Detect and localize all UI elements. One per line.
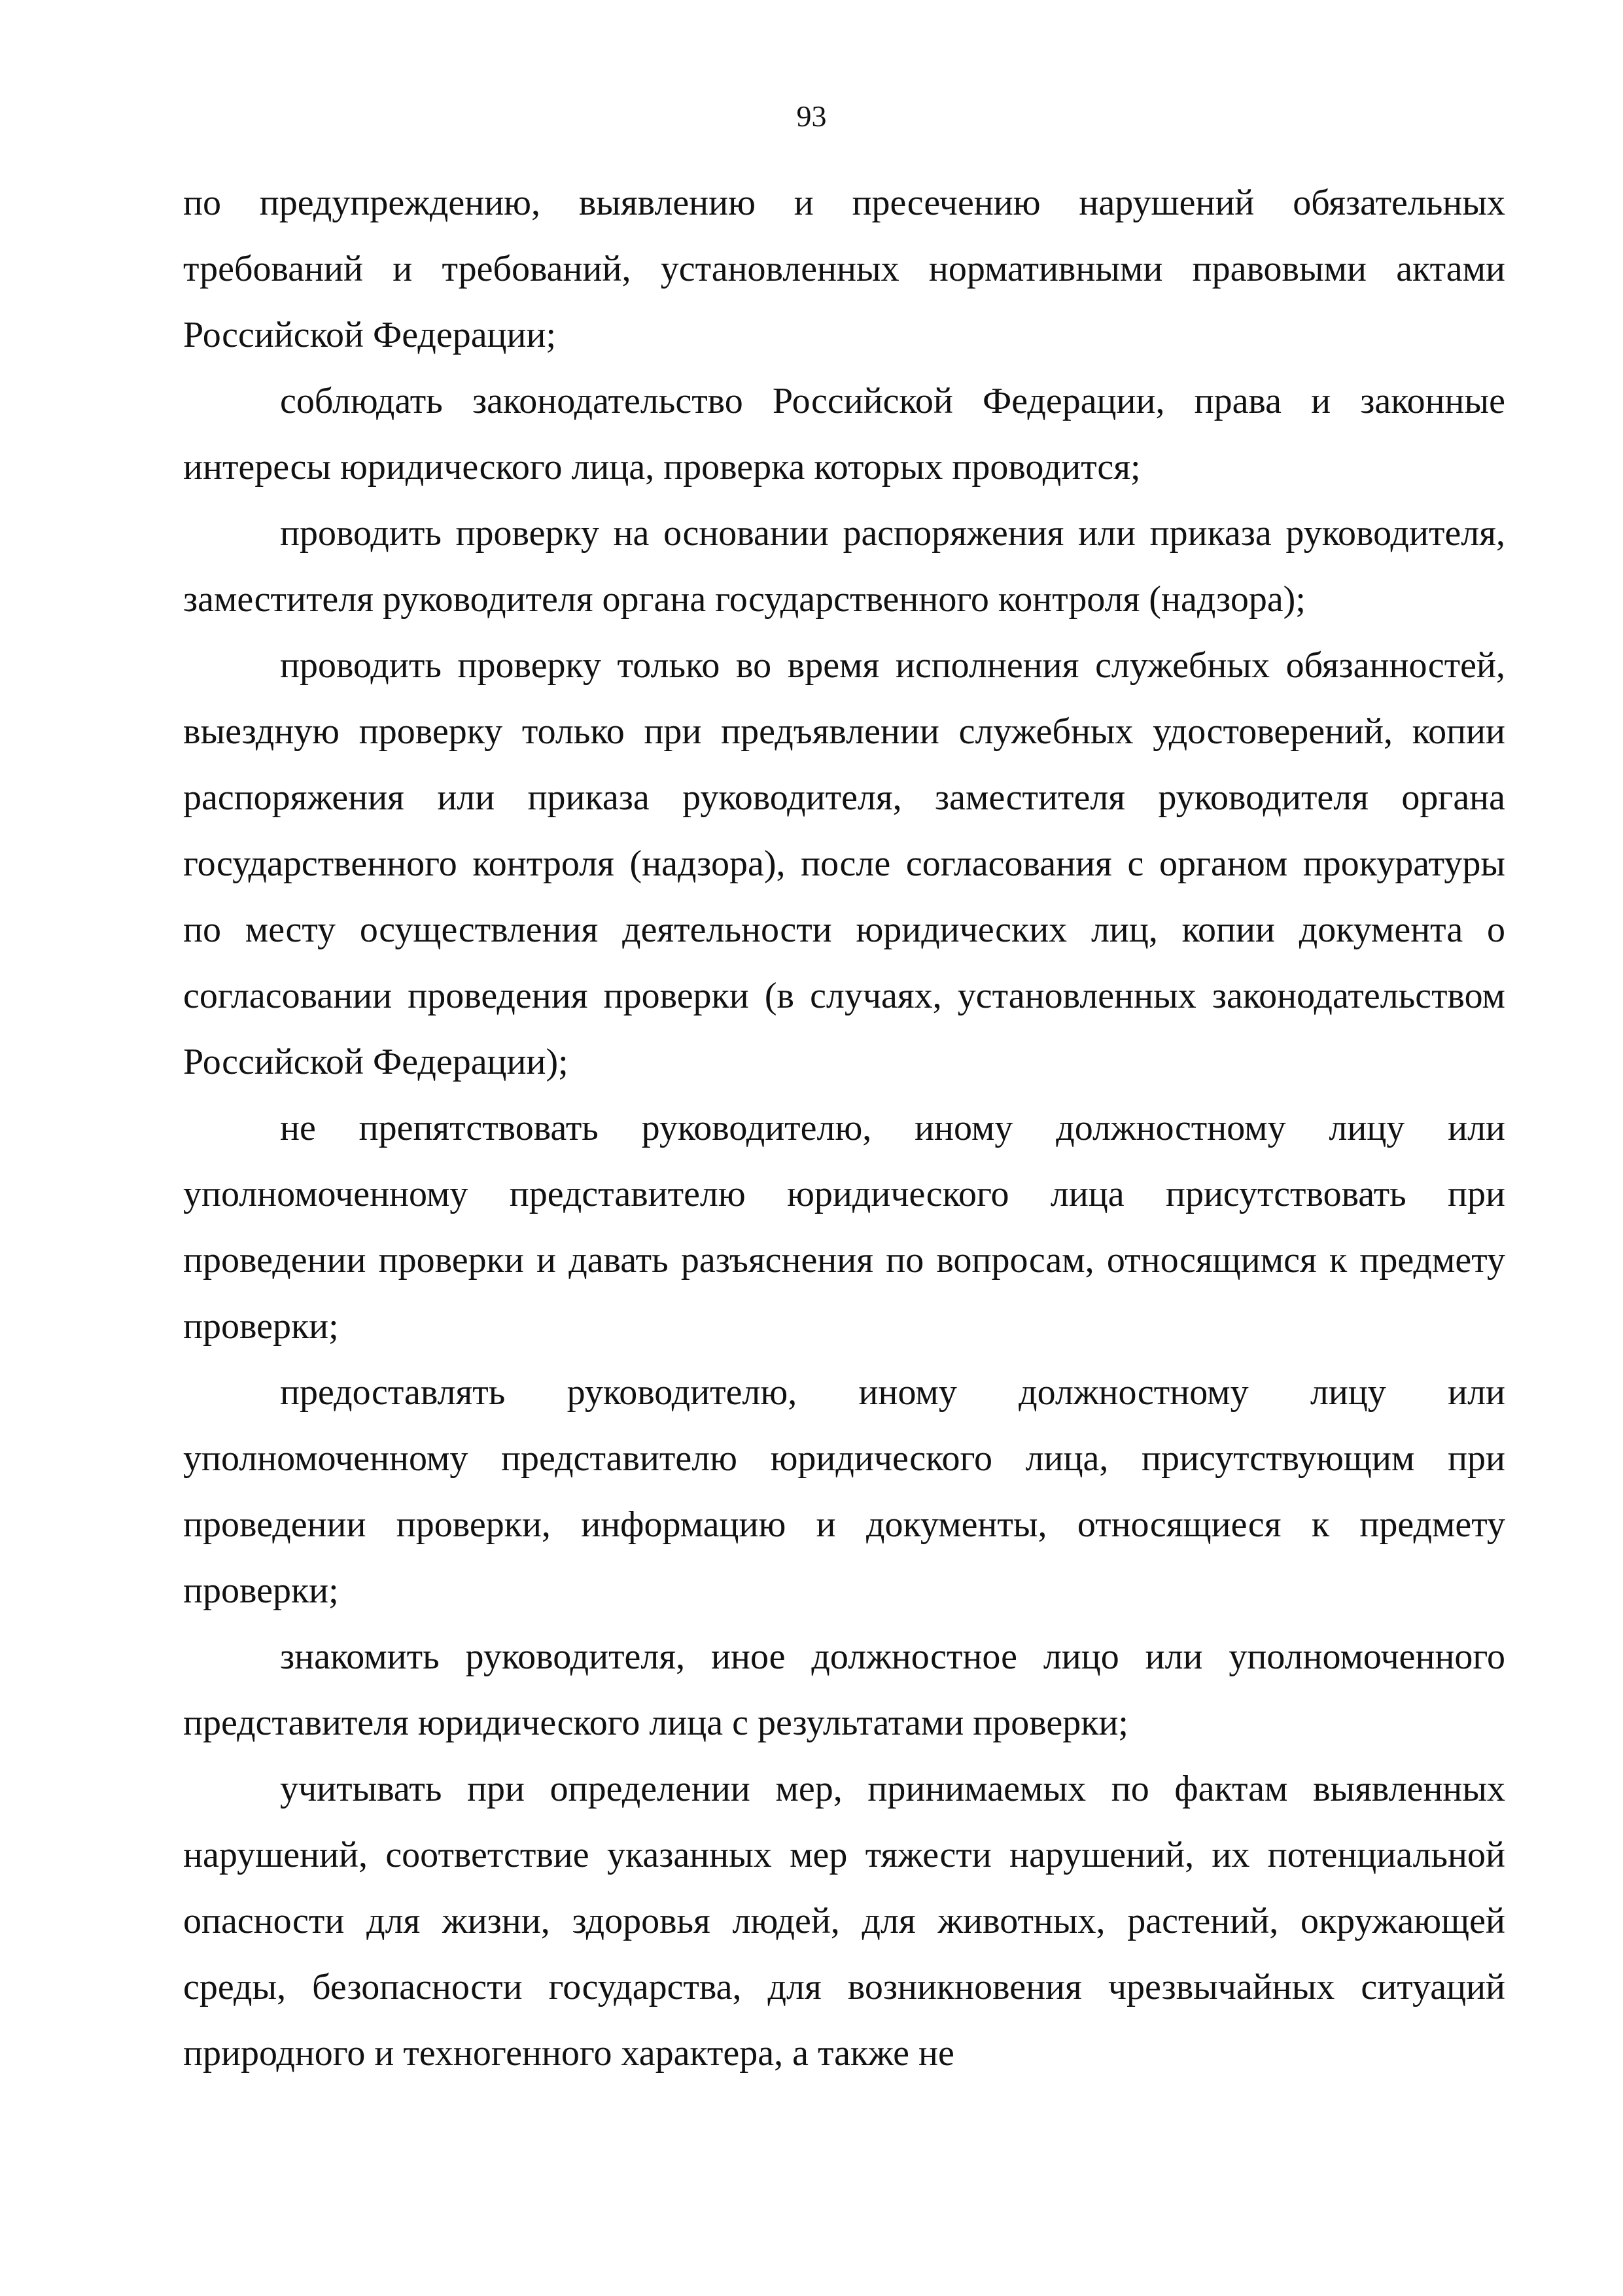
paragraph-provide-information: предоставлять руководителю, иному должностному лицу или уполномоченному представителю юридического лица, присутствующим при проведении проверки, информацию и документы, относящиеся к предмету проверки; xyxy=(183,1372,1505,1611)
paragraph-inspection-duty-time: проводить проверку только во время исполнения служебных обязанностей, выездную проверку только при предъявлении служебных удостоверений, копии распоряжения или приказа руководителя, заместителя руководителя органа государственного контроля (надзора), после согласования с органом прокуратуры по месту осуществления деятельности юридических лиц, копии документа о согласовании проведения проверки (в случаях, установленных законодательством Российской Федерации); xyxy=(183,645,1505,1082)
paragraph-observe-legislation: соблюдать законодательство Российской Федерации, права и законные интересы юридического лица, проверка которых проводится; xyxy=(183,381,1505,487)
paragraph-continuation: по предупреждению, выявлению и пресечению нарушений обязательных требований и требований, установленных нормативными правовыми актами Российской Федерации; xyxy=(183,183,1505,355)
paragraph-not-obstruct: не препятствовать руководителю, иному должностному лицу или уполномоченному представителю юридического лица присутствовать при проведении проверки и давать разъяснения по вопросам, относящимся к предмету проверки; xyxy=(183,1108,1505,1347)
page-number: 93 xyxy=(796,99,827,133)
document-body xyxy=(183,170,1505,2087)
paragraph-acquaint-results: знакомить руководителя, иное должностное лицо или уполномоченного представителя юридического лица с результатами проверки; xyxy=(183,1636,1505,1743)
paragraph-consider-measures: учитывать при определении мер, принимаемых по фактам выявленных нарушений, соответствие указанных мер тяжести нарушений, их потенциальной опасности для жизни, здоровья людей, для животных, растений, окружающей среды, безопасности государства, для возникновения чрезвычайных ситуаций природного и техногенного характера, а также не xyxy=(183,1769,1505,2074)
paragraph-inspection-basis: проводить проверку на основании распоряжения или приказа руководителя, заместителя руководителя органа государственного контроля (надзора); xyxy=(183,513,1505,620)
